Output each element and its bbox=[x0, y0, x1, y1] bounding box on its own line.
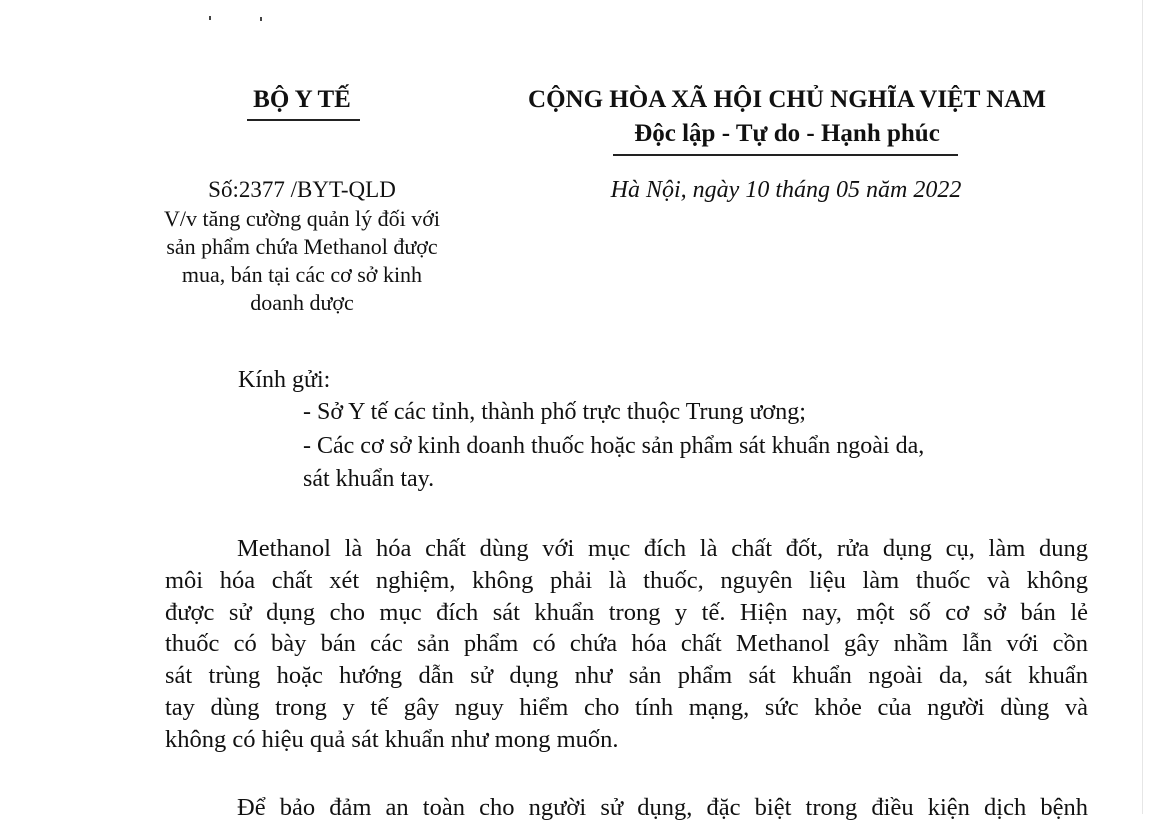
paragraph-line: Methanol là hóa chất dùng với mục đích là chất đốt, rửa dụng cụ, làm dung bbox=[237, 535, 1088, 562]
recipient-item: sát khuẩn tay. bbox=[303, 466, 435, 492]
paragraph-line: không có hiệu quả sát khuẩn như mong muốn. bbox=[165, 725, 619, 753]
subject-line: doanh dược bbox=[250, 290, 354, 315]
national-title: CỘNG HÒA XÃ HỘI CHỦ NGHĨA VIỆT NAM bbox=[528, 86, 1046, 113]
organization-underline bbox=[247, 119, 360, 121]
paragraph-line: thuốc có bày bán các sản phẩm có chứa hóa chất Methanol gây nhầm lẫn với cồn bbox=[165, 630, 1088, 658]
place-date: Hà Nội, ngày 10 tháng 05 năm 2022 bbox=[610, 177, 962, 203]
national-motto: Độc lập - Tự do - Hạnh phúc bbox=[634, 120, 940, 147]
motto-underline bbox=[613, 154, 958, 156]
document-subject bbox=[164, 205, 440, 317]
recipient-item: - Các cơ sở kinh doanh thuốc hoặc sản phẩm sát khuẩn ngoài da, bbox=[303, 433, 925, 459]
paragraph-line: sát trùng hoặc hướng dẫn sử dụng như sản phẩm sát khuẩn ngoài da, sát khuẩn bbox=[165, 662, 1088, 690]
body-paragraph-1 bbox=[165, 533, 1088, 756]
paragraph-line: môi hóa chất xét nghiệm, không phải là thuốc, nguyên liệu làm thuốc và không bbox=[165, 566, 1088, 594]
scan-speck bbox=[260, 17, 262, 21]
recipient-item: - Sở Y tế các tỉnh, thành phố trực thuộc Trung ương; bbox=[303, 399, 806, 425]
issuing-organization: BỘ Y TẾ bbox=[253, 86, 351, 113]
body-paragraph-2 bbox=[165, 792, 1088, 824]
subject-line: sản phẩm chứa Methanol được bbox=[166, 234, 438, 259]
document-number: Số:2377 /BYT-QLD bbox=[208, 177, 396, 202]
subject-line: mua, bán tại các cơ sở kinh bbox=[181, 262, 423, 287]
paragraph-line: được sử dụng cho mục đích sát khuẩn trong y tế. Hiện nay, một số cơ sở bán lẻ bbox=[165, 598, 1088, 626]
paragraph-line: tay dùng trong y tế gây nguy hiểm cho tính mạng, sức khỏe của người dùng và bbox=[165, 693, 1088, 721]
salutation: Kính gửi: bbox=[238, 367, 331, 393]
scan-edge bbox=[1142, 0, 1143, 814]
scan-speck bbox=[209, 16, 211, 20]
subject-line: V/v tăng cường quản lý đối với bbox=[164, 206, 440, 231]
paragraph-line: Để bảo đảm an toàn cho người sử dụng, đặc biệt trong điều kiện dịch bệnh bbox=[237, 794, 1088, 821]
